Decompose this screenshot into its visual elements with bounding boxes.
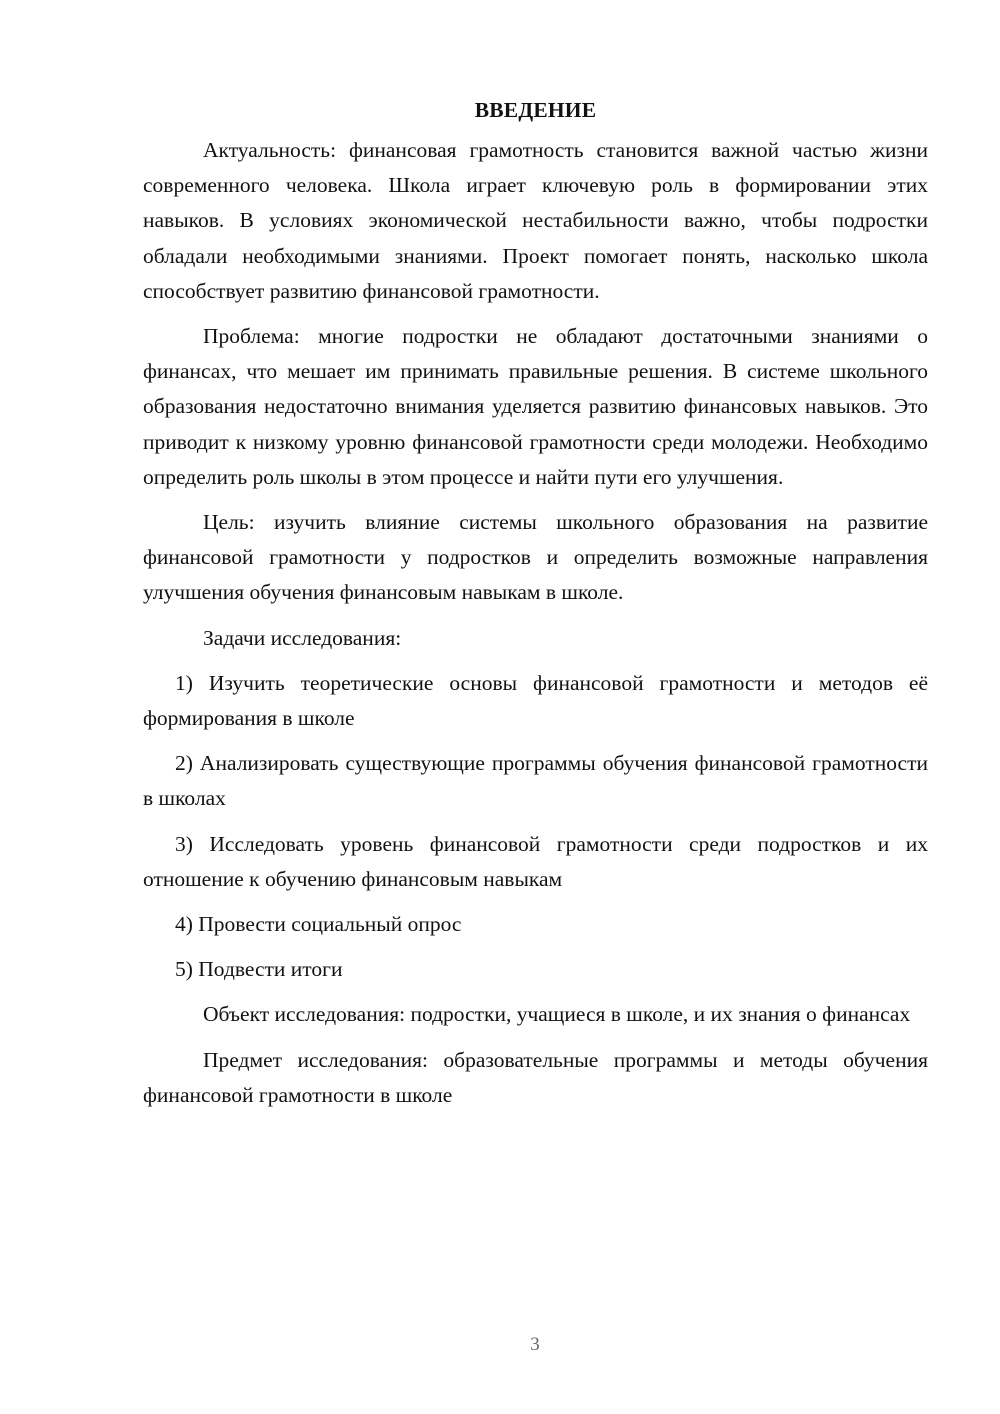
page-title: ВВЕДЕНИЕ [474,98,597,122]
task-item-5: 5) Подвести итоги [175,957,343,982]
paragraph-problem: Проблема: многие подростки не обладают достаточными знаниями о финансах, что мешает им принимать правильные решения. В системе школьного образования недостаточно внимания уделяется развитию финансовых навыков. Это приводит к низкому уровню финансовой грамотности среди молодежи. Необходимо определить роль школы в этом процессе и найти пути его улучшения. [143,324,928,489]
paragraph-subject: Предмет исследования: образовательные программы и методы обучения финансовой грамотности в школе [143,1047,928,1107]
page-number: 3 [530,1334,540,1355]
paragraph-object: Объект исследования: подростки, учащиеся в школе, и их знания о финансах [203,1002,911,1027]
paragraph-relevance: Актуальность: финансовая грамотность становится важной частью жизни современного человека. Школа играет ключевую роль в формировании этих навыков. В условиях экономической нестабильности важно, чтобы подростки обладали необходимыми знаниями. Проект помогает понять, насколько школа способствует развитию финансовой грамотности. [143,138,928,303]
task-item-1: 1) Изучить теоретические основы финансовой грамотности и методов её формирования в школе [143,670,928,731]
paragraph-goal: Цель: изучить влияние системы школьного образования на развитие финансовой грамотности у подростков и определить возможные направления улучшения обучения финансовым навыкам в школе. [143,510,928,605]
task-item-2: 2) Анализировать существующие программы обучения финансовой грамотности в школах [143,751,928,811]
task-item-3: 3) Исследовать уровень финансовой грамотности среди подростков и их отношение к обучению финансовым навыкам [143,831,928,891]
document-body [143,96,928,1113]
tasks-heading: Задачи исследования: [203,625,402,650]
task-item-4: 4) Провести социальный опрос [175,912,462,937]
